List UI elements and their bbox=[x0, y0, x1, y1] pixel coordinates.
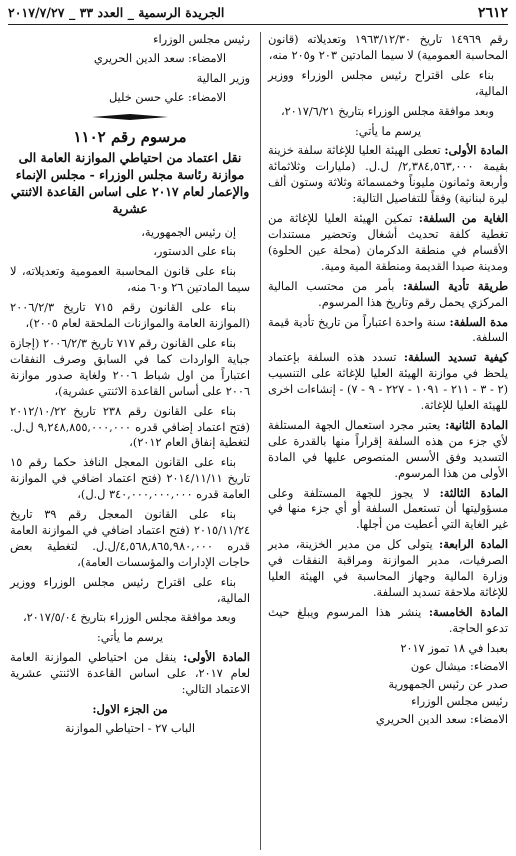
pm-title: رئيس مجلس الوزراء bbox=[411, 695, 508, 709]
pm-signature: الامضاء: سعد الدين الحريري bbox=[375, 713, 508, 727]
loan-duration-text: سنة واحدة اعتباراً من تاريخ تأدية قيمة السلفة. bbox=[268, 315, 508, 345]
loan-purpose-text: تمكين الهيئة العليا للإغاثة من تغطية كلفة تحديث أشغال وتحضير مستندات الأقسام في منطقة الدكرمان (محلة عين الحلوة) ومدينة صيدا القديمة ومنطقة المية ومية. bbox=[268, 212, 508, 273]
loan-purpose-heading: الغاية من السلفة: bbox=[418, 211, 508, 226]
left-article-1-text: ينقل من احتياطي الموازنة العامة لعام ٢٠١٧، على اساس القاعدة الاثنتي عشرية الاعتماد التالي: bbox=[10, 651, 251, 697]
ornament-divider-icon bbox=[90, 112, 170, 122]
left-column bbox=[10, 32, 250, 741]
gazette-issue-title: الجريدة الرسمية _ العدد ٣٣ _ ٢٠١٧/٧/٢٧ bbox=[8, 5, 225, 20]
article-4-text: يتولى كل من مدير الخزينة، مدير الصرفيات، مدير الموازنة ومراقبة النفقات في وزارة المالية وجهاز المحاسبة في الهيئة العليا للإغاثة ملاحقة تسديد السلفة. bbox=[268, 538, 508, 599]
preamble-constitution: بناء على الدستور، bbox=[153, 245, 236, 259]
preamble-proposal: بناء على اقتراح رئيس مجلس الوزراء ووزير المالية، bbox=[10, 575, 250, 605]
signing-date: بعبدا في ١٨ تموز ٢٠١٧ bbox=[400, 641, 508, 655]
right-column bbox=[268, 32, 508, 730]
decree-subtitle: نقل اعتماد من احتياطي الموازنة العامة الى موازنة رئاسة مجلس الوزراء - مجلس الإنماء والإعمار لعام ٢٠١٧ على اساس القاعدة الاثنتي عشرية bbox=[10, 149, 250, 216]
loan-repayment-heading: كيفية تسديد السلفة: bbox=[403, 350, 509, 365]
loan-payment-heading: طريقة تأدية السلفة: bbox=[402, 278, 508, 293]
prev-finance-signature: الامضاء: علي حسن خليل bbox=[108, 90, 226, 104]
loan-duration bbox=[268, 315, 508, 347]
paragraph-proposal: بناء على اقتراح رئيس مجلس الوزراء ووزير المالية، bbox=[268, 68, 508, 98]
preamble-law-717: بناء على القانون رقم ٧١٧ تاريخ ٢٠٠٦/٢/٣ (إجازة جباية الواردات كما في السابق وصرف النفقات اعتباراً من اول شباط ٢٠٠٦ ولغاية صدور موازنة ٢٠٠٦ على أساس القاعدة الاثنتي عشرية)، bbox=[10, 336, 250, 398]
decree-title: مرسوم رقم ١١٠٢ bbox=[73, 127, 187, 146]
loan-duration-heading: مدة السلفة: bbox=[449, 314, 508, 329]
page-header bbox=[8, 4, 508, 26]
article-5-text: ينشر هذا المرسوم ويبلغ حيث تدعو الحاجة. bbox=[268, 605, 508, 635]
preamble-law-15: بناء على القانون المعجل النافذ حكما رقم ١٥ تاريخ ٢٠١٤/١١/١١ (فتح اعتماد اضافي في الموازنة العامة قدره ٣٤٠,٠٠٠,٠٠٠,٠٠٠ ل.ل)، bbox=[10, 456, 250, 502]
article-1 bbox=[268, 143, 508, 207]
left-article-1 bbox=[10, 650, 250, 698]
chapter-line: الباب ٢٧ - احتياطي الموازنة bbox=[65, 721, 195, 735]
preamble-accounting-law: بناء على قانون المحاسبة العمومية وتعديلاته، لا سيما المادتين ٢٦ و٦٠ منه، bbox=[10, 265, 250, 295]
prev-finance-title: وزير المالية bbox=[196, 71, 250, 85]
part-heading: من الجزء الاول: bbox=[92, 702, 168, 716]
president-signature: الامضاء: ميشال عون bbox=[410, 659, 508, 673]
paragraph-approval: وبعد موافقة مجلس الوزراء بتاريخ ٢٠١٧/٦/٢١، bbox=[280, 104, 494, 118]
article-1-text: تعطى الهيئة العليا للإغاثة سلفة خزينة بقيمة ٢,٣٨٤,٥٦٣,٠٠٠/ ل.ل. (مليارات وثلاثمائة وأربعة وثمانون مليوناً وخمسمائة وثلاثة وستون ألف ليرة لبنانية) وفقاً للتفاصيل التالية: bbox=[268, 144, 508, 206]
article-5 bbox=[268, 605, 508, 637]
left-article-1-heading: المادة الأولى: bbox=[183, 650, 250, 665]
loan-payment bbox=[268, 279, 508, 311]
article-4 bbox=[268, 537, 508, 601]
column-divider bbox=[260, 32, 261, 850]
article-2 bbox=[268, 418, 508, 482]
article-1-heading: المادة الأولى: bbox=[444, 143, 508, 158]
preamble-approval: وبعد موافقة مجلس الوزراء بتاريخ ٢٠١٧/٥/٠٤، bbox=[22, 611, 236, 625]
loan-repayment-text: تسدد هذه السلفة بإعتماد يلحظ في موازنة الهيئة العليا للإغاثة على التنسيب (٢ - ٣ - ٢١١ - ١٠٩١ - ٢٢٧ - ٩ - ٧) - إنشاءات اخرى للهيئة العليا للإغاثة. bbox=[268, 351, 509, 413]
article-2-heading: المادة الثانية: bbox=[445, 417, 508, 432]
article-2-text: يعتبر مجرد استعمال الجهة المستلفة لأي جزء من هذه السلفة إقراراً منها بالقدرة على التسديد وفق الأسس المنصوص عليها في المادة الأولى من هذا المرسوم. bbox=[268, 418, 508, 480]
loan-payment-text: بأمر من محتسب المالية المركزي يحمل رقم وتاريخ هذا المرسوم. bbox=[268, 279, 508, 309]
preamble-president: إن رئيس الجمهورية، bbox=[141, 225, 236, 239]
preamble-law-715: بناء على القانون رقم ٧١٥ تاريخ ٢٠٠٦/٢/٣ (الموازنة العامة والموازنات الملحقة لعام ٢٠٠٥)، bbox=[10, 301, 250, 331]
article-3-text: لا يجوز للجهة المستلفة وعلى مسؤوليتها أن تستعمل السلفة أو أي جزء منها في غير الغاية التي أعطيت من أجلها. bbox=[268, 486, 508, 532]
preamble-law-39: بناء على القانون المعجل رقم ٣٩ تاريخ ٢٠١٥/١١/٢٤ (فتح اعتماد اضافي في الموازنة العامة قدره ٤,٥٦٨,٨٦٥,٩٨٠,٠٠٠/ل.ل. لتغطية بعض حاجات الإدارات والمؤسسات العامة)، bbox=[10, 508, 250, 569]
article-3 bbox=[268, 486, 508, 534]
paragraph-decree-line: يرسم ما يأتي: bbox=[355, 124, 421, 138]
prev-pm-title: رئيس مجلس الوزراء bbox=[153, 33, 250, 46]
loan-purpose bbox=[268, 211, 508, 275]
page-number: ٢٦١٢ bbox=[477, 5, 508, 21]
article-4-heading: المادة الرابعة: bbox=[439, 537, 508, 552]
article-3-heading: المادة الثالثة: bbox=[439, 485, 508, 500]
decree-line: يرسم ما يأتي: bbox=[97, 631, 163, 645]
header-rule bbox=[8, 24, 508, 25]
issued-by: صدر عن رئيس الجمهورية bbox=[388, 677, 508, 691]
article-5-heading: المادة الخامسة: bbox=[428, 604, 509, 619]
prev-pm-signature: الامضاء: سعد الدين الحريري bbox=[93, 51, 226, 65]
loan-repayment bbox=[268, 350, 508, 414]
preamble-law-238: بناء على القانون رقم ٢٣٨ تاريخ ٢٠١٢/١٠/٢٢ (فتح اعتماد إضافي قدره ٩,٢٤٨,٨٥٥,٠٠٠,٠٠٠ ل.ل. لتغطية إنفاق العام ٢٠١٢)، bbox=[10, 404, 250, 450]
paragraph-law-reference: رقم ١٤٩٦٩ تاريخ ١٩٦٣/١٢/٣٠ وتعديلاته (قانون المحاسبة العمومية) لا سيما المادتين ٢٠٣ و٢٠٥ منه، bbox=[268, 33, 508, 62]
